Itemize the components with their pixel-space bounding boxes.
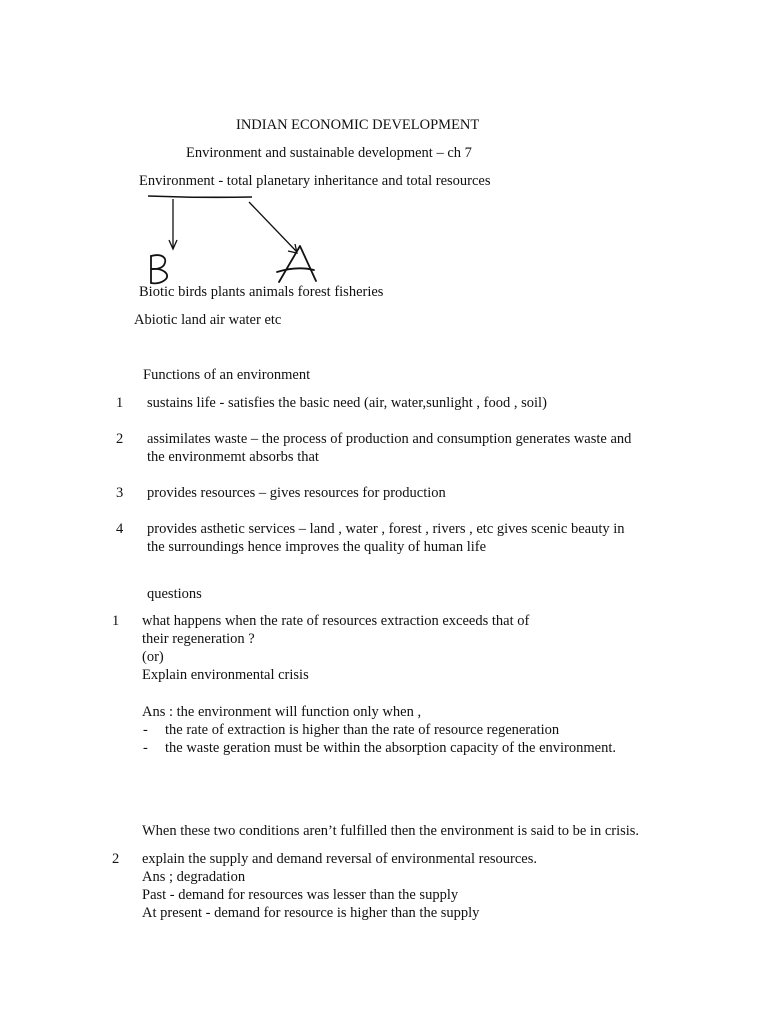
question-number: 2 [112,851,120,867]
crisis-conclusion: When these two conditions aren’t fulfilled then the environment is said to be in crisis. [142,823,640,839]
abiotic-line: Abiotic land air water etc [134,312,282,328]
function-number: 4 [116,521,124,537]
function-text: provides resources – gives resources for production [147,485,446,501]
arrow-diagonal-stroke [249,202,297,252]
answer-line: Ans ; degradation [142,869,246,885]
function-text: the surroundings hence improves the quality of human life [147,539,487,555]
bullet-dash: - [143,740,148,756]
environment-definition: Environment - total planetary inheritance and total resources [139,173,491,189]
arrow-diagonal-head [288,244,297,253]
biotic-line: Biotic birds plants animals forest fisheries [139,284,384,300]
question-line: their regeneration ? [142,631,255,647]
handwritten-b-icon [151,255,167,283]
functions-heading: Functions of an environment [143,367,311,383]
function-number: 2 [116,431,124,447]
function-text: sustains life - satisfies the basic need (air, water,sunlight , food , soil) [147,395,547,411]
function-number: 3 [116,485,124,501]
function-number: 1 [116,395,124,411]
questions-heading: questions [147,586,202,602]
question-line: explain the supply and demand reversal of environmental resources. [142,851,537,867]
answer-line: At present - demand for resource is higher than the supply [142,905,480,921]
question-line: Explain environmental crisis [142,667,309,683]
bullet-dash: - [143,722,148,738]
function-text: assimilates waste – the process of production and consumption generates waste and [147,431,632,447]
question-line: (or) [142,649,164,665]
document-title: INDIAN ECONOMIC DEVELOPMENT [236,117,480,133]
answer-intro: Ans : the environment will function only when , [142,704,422,720]
handwritten-a-icon [277,246,316,282]
function-text: the environmemt absorbs that [147,449,319,465]
chapter-subtitle: Environment and sustainable development – ch 7 [186,145,472,161]
answer-line: Past - demand for resources was lesser than the supply [142,887,459,903]
underline-stroke [148,196,252,197]
function-text: provides asthetic services – land , water , forest , rivers , etc gives scenic beauty in [147,521,625,537]
bullet-text: the rate of extraction is higher than the rate of resource regeneration [165,722,560,738]
question-line: what happens when the rate of resources extraction exceeds that of [142,613,530,629]
bullet-text: the waste geration must be within the absorption capacity of the environment. [165,740,616,756]
question-number: 1 [112,613,120,629]
